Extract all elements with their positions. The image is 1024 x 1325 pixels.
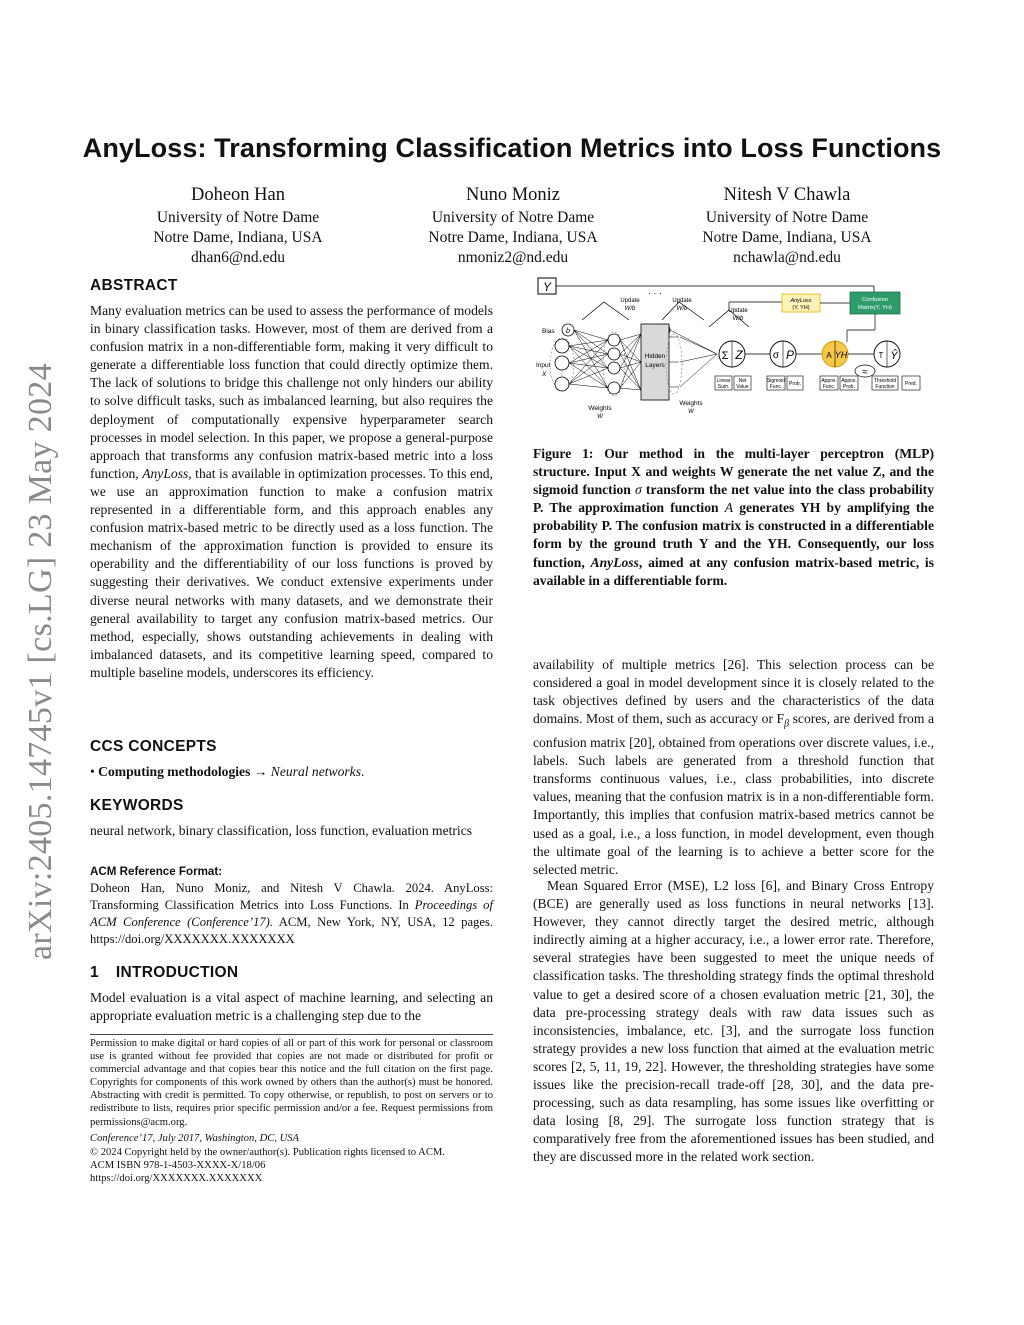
ccs-concept: Computing methodologies <box>98 764 251 779</box>
update-label: Update <box>672 298 692 304</box>
weights-symbol: W <box>597 414 603 420</box>
f-beta-subscript: β <box>784 719 790 730</box>
isbn-line: ACM ISBN 978-1-4503-XXXX-X/18/06 <box>90 1160 266 1171</box>
net-value-label: Value <box>736 384 749 390</box>
p-symbol: P <box>785 348 795 362</box>
linear-sum-label: Linear <box>716 378 731 384</box>
reference-heading: ACM Reference Format: <box>90 865 223 878</box>
net-value-label: Net <box>738 378 747 384</box>
input-label: Input <box>536 362 551 369</box>
bias-symbol: b <box>566 328 570 335</box>
approx-symbol: ≈ <box>862 367 868 378</box>
update-label: Update <box>620 298 640 304</box>
abstract-anyloss-term: AnyLoss <box>142 465 189 481</box>
author-block <box>108 183 368 268</box>
input-node <box>555 377 569 391</box>
author-name: Doheon Han <box>190 185 286 205</box>
author-name: Nuno Moniz <box>465 185 561 205</box>
caption-sigma: σ <box>635 482 642 498</box>
yhat-symbol: Ŷ <box>890 350 898 362</box>
layer1-node <box>608 362 620 374</box>
update-wb-label: W/b <box>624 306 636 312</box>
approx-func-label: Appox. <box>821 378 837 384</box>
anyloss-label: AnyLoss <box>790 298 812 304</box>
ccs-end: . <box>361 764 365 779</box>
author-name: Nitesh V Chawla <box>723 185 851 205</box>
intro-text-part: availability of multiple metrics [26]. This selection process can be considered a goal in model development since it is closely related to the task objectives defined by users and the characteristics of the data domains. Most of them, such as accuracy or F <box>533 657 934 727</box>
introduction-text-right-2: Mean Squared Error (MSE), L2 loss [6], and Binary Cross Entropy (BCE) are generally used as loss functions in neural networks [13]. However, they cannot directly target the desired metric, although indirectly aiming at a higher accuracy, i.e., a lower error rate. Therefore, several strategies have been suggested to meet the unique needs of classification tasks. The thresholding strategy finds the optimal threshold value to get a desired score of a chosen evaluation metric [21, 30], the data pre-processing strategy deals with raw data issues such as inconsistencies, imbalance, etc. [3], and the surrogate loss function strategy provides a new loss function that aimed at the evaluation metric scores [2, 5, 11, 19, 22]. However, the thresholding strategies have some issues like the precision-recall trade-off [28, 30], and the data pre-processing, such as data resampling, has some issues like overfitting or data losing [8, 29]. The surrogate loss function strategy that is comparatively free from the aforementioned issues has been studied, and they are discussed more in the related work section. <box>533 878 934 1165</box>
anyloss-args: (Y, YH) <box>792 305 810 311</box>
yh-symbol: YH <box>834 350 848 360</box>
layer1-node <box>608 348 620 360</box>
author-email[interactable]: nchawla@nd.edu <box>733 249 841 266</box>
conference-line: Conference’17, July 2017, Washington, DC, USA <box>90 1133 300 1144</box>
author-affiliation: University of Notre Dame <box>156 209 320 226</box>
weight-connections-3 <box>670 330 717 387</box>
layer1-node <box>608 382 620 394</box>
arrow-icon: → <box>250 764 271 779</box>
abstract-text-part: , that is available in optimization processes. To this end, we use an approximation function to make a confusion matrix represented in a differentiable form, and this approach enables any confusion matrix-based metric to be directly used as a loss function. The mechanism of the approximation function is provided to ensure its operability and the differentiability of our loss functions is proved by suggesting their derivatives. We conduct extensive experiments under diverse neural networks with many datasets, and we demonstrate their general availability to target any confusion matrix-based metrics. Our method, especially, shows outstanding achievements in dealing with imbalanced datasets, and its competitive learning speed, compared to multiple baseline models, underscores its efficiency. <box>90 465 493 680</box>
input-node <box>555 339 569 353</box>
paper-title: AnyLoss: Transforming Classification Metrics into Loss Functions <box>82 133 942 163</box>
t-symbol: T <box>878 351 884 360</box>
z-symbol: Z <box>735 348 743 362</box>
caption-part: , aimed at any confusion matrix-based metric, is available in a differentiable form. <box>533 554 934 588</box>
update-arrow-1 <box>582 302 629 320</box>
linear-sum-label: Sum. <box>717 384 730 390</box>
update-wb-label: W/b <box>732 316 744 322</box>
footnote-divider <box>90 1034 493 1035</box>
author-location: Notre Dame, Indiana, USA <box>702 229 872 246</box>
reference-venue: Proceedings of ACM Conference (Conference’17). <box>90 898 493 929</box>
keywords-text: neural network, binary classification, loss function, evaluation metrics <box>90 823 473 838</box>
sum-symbol: Σ <box>721 350 729 362</box>
confusion-label: Matrix(Y, YH) <box>858 305 892 311</box>
reference-text-part: Doheon Han, Nuno Moniz, and Nitesh V Chawla. 2024. AnyLoss: Transforming Classification Metrics into Loss Functions. In <box>90 881 493 912</box>
arxiv-identifier: arXiv:2405.14745v1 [cs.LG] 23 May 2024 <box>22 363 59 960</box>
ccs-concepts <box>90 763 493 781</box>
abstract-text <box>90 302 493 682</box>
hidden-layers-label: Hidden <box>644 353 666 360</box>
layer1-node <box>608 334 620 346</box>
component-labels <box>715 376 920 390</box>
bias-label: Bias <box>542 328 555 335</box>
approx-func-label: Func. <box>822 384 836 390</box>
confusion-label: Confusion <box>861 297 889 303</box>
weights-symbol: W <box>688 409 694 415</box>
approx-prob-label: Appox. <box>841 378 857 384</box>
input-symbol: X <box>542 371 547 378</box>
y-label: Y <box>542 280 552 294</box>
ccs-heading: CCS CONCEPTS <box>90 738 217 755</box>
intro-text-part: scores, are derived from a confusion matrix [20], obtained from operations over discrete values, i.e., labels. Such labels are generated from a threshold function that transforms continuous values, i.e., class probabilities, into discrete values, meaning that the confusion matrix is in a non-differentiable form. Importantly, this implies that confusion matrix-based metrics cannot be used as a goal, i.e., a loss function, in model development, even though the ultimate goal of the learning is to achieve a better score for the selected metric. <box>533 711 934 877</box>
threshold-func-label: Threshold <box>873 378 897 384</box>
author-location: Notre Dame, Indiana, USA <box>428 229 598 246</box>
author-affiliation: University of Notre Dame <box>705 209 869 226</box>
hidden-layers-label: Layers <box>645 362 665 369</box>
introduction-text-right-1 <box>533 656 934 879</box>
threshold-func-label: Function <box>875 384 895 390</box>
prob-label: Prob. <box>789 381 801 387</box>
section-title: INTRODUCTION <box>115 964 239 981</box>
sigma-symbol: σ <box>772 350 780 361</box>
section-number: 1 <box>90 964 99 981</box>
abstract-heading: ABSTRACT <box>90 277 178 294</box>
caption-a-symbol: A <box>724 500 734 516</box>
reference-text <box>90 880 493 948</box>
author-block <box>383 183 643 268</box>
weights-label: Weights <box>588 405 612 412</box>
update-wb-label: W/b <box>676 306 688 312</box>
input-node <box>555 356 569 370</box>
doi-link[interactable]: https://doi.org/XXXXXXX.XXXXXXX <box>90 1173 263 1184</box>
sigmoid-func-label: Func. <box>769 384 783 390</box>
ccs-bullet: • <box>90 764 99 779</box>
author-block <box>657 183 917 268</box>
author-location: Notre Dame, Indiana, USA <box>153 229 323 246</box>
mlp-figure <box>534 272 934 432</box>
pred-label: Pred. <box>905 381 917 387</box>
introduction-text-left: Model evaluation is a vital aspect of machine learning, and selecting an appropriate evaluation metric is a challenging step due to the <box>90 990 493 1024</box>
caption-part: transform the net value into the class probability P. The approximation function <box>533 482 934 516</box>
author-email[interactable]: dhan6@nd.edu <box>191 249 285 266</box>
weights-label: Weights <box>679 400 703 407</box>
figure-caption <box>533 445 934 590</box>
caption-part: Figure 1: Our method in the multi-layer perceptron (MLP) structure. Input X and weights W generate the net value Z, and the sigmoid function <box>533 446 934 498</box>
a-symbol: A <box>826 351 832 360</box>
copyright-line: © 2024 Copyright held by the owner/author(s). Publication rights licensed to ACM. <box>90 1147 445 1158</box>
caption-part: generates YH by amplifying the probability P. The confusion matrix is constructed in a differentiable form by the ground truth Y and the YH. Consequently, our loss function, <box>533 500 934 570</box>
update-label: Update <box>728 308 748 314</box>
sigmoid-func-label: Sigmoid <box>766 378 786 384</box>
keywords-heading: KEYWORDS <box>90 797 184 814</box>
reference-text-part: ACM, New York, NY, USA, 12 pages. https://doi.org/XXXXXXX.XXXXXXX <box>90 915 493 946</box>
author-email[interactable]: nmoniz2@nd.edu <box>457 249 569 266</box>
caption-anyloss: AnyLoss <box>590 554 639 570</box>
ellipsis: ⋮ <box>559 371 565 377</box>
ccs-subconcept: Neural networks <box>270 764 361 779</box>
abstract-text-part: Many evaluation metrics can be used to assess the performance of models in binary classification tasks. However, most of them are derived from a confusion matrix in a non-differentiable form, making it very difficult to generate a differentiable loss function that could directly optimize them. The lack of solutions to bridge this challenge not only hinders our ability to solve difficult tasks, such as imbalanced learning, but also requires the deployment of computationally expensive hyperparameter search processes in model selection. In this paper, we propose a general-purpose approach that transforms any confusion matrix-based metric into a loss function, <box>90 303 493 481</box>
ellipsis: · · · <box>648 288 662 298</box>
permission-footnote: Permission to make digital or hard copies of all or part of this work for personal or classroom use is granted without fee provided that copies are not made or distributed for profit or commercial advantage and that copies bear this notice and the full citation on the first page. Copyrights for components of this work owned by others than the author(s) must be honored. Abstracting with credit is permitted. To copy otherwise, or republish, to post on servers or to redistribute to lists, requires prior specific permission and/or a fee. Request permissions from permissions@acm.org. <box>90 1038 493 1128</box>
author-affiliation: University of Notre Dame <box>431 209 595 226</box>
introduction-heading <box>90 964 493 982</box>
weight-connections-1 <box>569 330 608 388</box>
approx-prob-label: Prob. <box>843 384 855 390</box>
